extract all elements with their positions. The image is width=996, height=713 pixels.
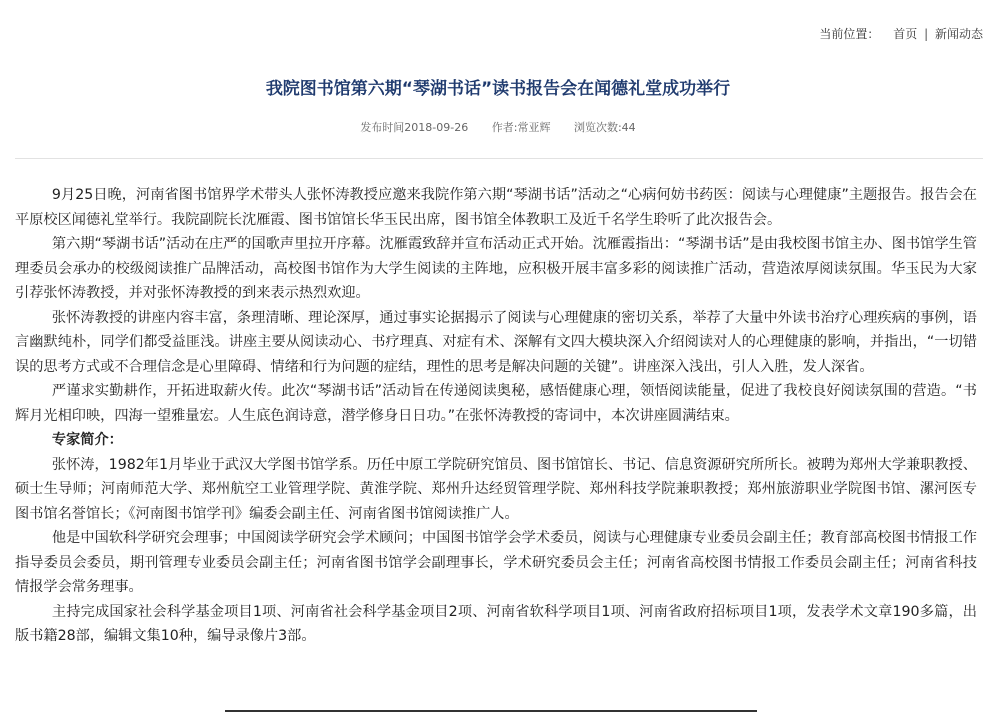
view-count: 浏览次数:44	[573, 121, 636, 134]
expert-paragraph: 主持完成国家社会科学基金项目1项、河南省社会科学基金项目2项、河南省软科学项目1项、河南省政府招标项目1项，发表学术文章190多篇，出版书籍28部，编辑文集10种，编导录像片3部。	[15, 603, 977, 644]
publish-time: 发布时间2018-09-26	[360, 121, 469, 134]
expert-paragraph: 张怀涛，1982年1月毕业于武汉大学图书馆学系。历任中原工学院研究馆员、图书馆馆长、书记、信息资源研究所所长。被聘为郑州大学兼职教授、硕士生导师；河南师范大学、郑州航空工业管理学院、黄淮学院、郑州升达经贸管理学院、郑州科技学院兼职教授；郑州旅游职业学院图书馆、漯河医专图书馆名誉馆长；《河南图书馆学刊》编委会副主任、河南省图书馆阅读推广人。	[15, 456, 977, 522]
header-divider	[15, 158, 983, 159]
expert-paragraph: 他是中国软科学研究会理事；中国阅读学研究会学术顾问；中国图书馆学会学术委员，阅读与心理健康专业委员会副主任；教育部高校图书情报工作指导委员会委员，期刊管理专业委员会副主任；河南省图书馆学会副理事长，学术研究委员会主任；河南省高校图书情报工作委员会副主任；河南省科技情报学会常务理事。	[15, 530, 977, 595]
paragraph: 张怀涛教授的讲座内容丰富，条理清晰、理论深厚，通过事实论据揭示了阅读与心理健康的密切关系，举荐了大量中外读书治疗心理疾病的事例，语言幽默纯朴，同学们都受益匪浅。讲座主要从阅读动心、书疗理真、对症有术、深解有文四大模块深入介绍阅读对人的心理健康的影响，并指出，“一切错误的思考方式或不合理信念是心里障碍、情绪和行为问题的症结，理性的思考是解决问题的关键”。讲座深入浅出，引人入胜，发人深省。	[15, 309, 977, 375]
expert-heading: 专家简介：	[51, 432, 123, 448]
bottom-rule	[225, 710, 757, 712]
breadcrumb	[819, 26, 983, 42]
paragraph: 9月25日晚，河南省图书馆界学术带头人张怀涛教授应邀来我院作第六期“琴湖书话”活动之“心病何妨书药医：阅读与心理健康”主题报告。报告会在平原校区闻德礼堂举行。我院副院长沈雁霞、图书馆馆长华玉民出席，图书馆全体教职工及近千名学生聆听了此次报告会。	[15, 187, 977, 228]
article-body	[15, 183, 977, 649]
paragraph: 严谨求实勤耕作，开拓进取薪火传。此次“琴湖书话”活动旨在传递阅读奥秘，感悟健康心理，领悟阅读能量，促进了我校良好阅读氛围的营造。“书辉月光相印映，四海一望雅量宏。人生底色润诗意，潜学修身日日功。”在张怀涛教授的寄词中，本次讲座圆满结束。	[15, 383, 977, 424]
article-title: 我院图书馆第六期“琴湖书话”读书报告会在闻德礼堂成功举行	[265, 79, 731, 99]
article-meta	[0, 120, 996, 136]
paragraph: 第六期“琴湖书话”活动在庄严的国歌声里拉开序幕。沈雁霞致辞并宣布活动正式开始。沈雁霞指出：“琴湖书话”是由我校图书馆主办、图书馆学生管理委员会承办的校级阅读推广品牌活动，高校图书馆作为大学生阅读的主阵地，应积极开展丰富多彩的阅读推广活动，营造浓厚阅读氛围。华玉民为大家引荐张怀涛教授，并对张怀涛教授的到来表示热烈欢迎。	[15, 236, 977, 301]
author: 作者:常亚辉	[491, 121, 551, 134]
breadcrumb-home-link[interactable]: 首页	[893, 27, 918, 41]
breadcrumb-news-link[interactable]: 新闻动态	[934, 27, 983, 41]
breadcrumb-separator: |	[924, 27, 929, 41]
breadcrumb-label: 当前位置：	[819, 27, 880, 41]
